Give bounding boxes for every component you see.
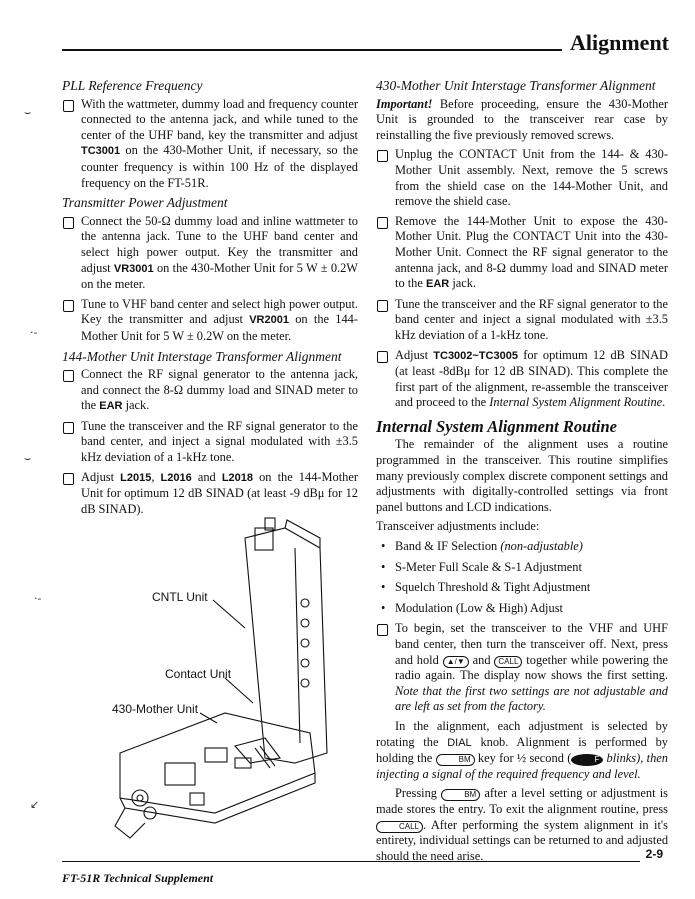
m144-step-2: Tune the transceiver and the RF signal generator to the band center, and inject a signal modulated with ±3.5 kHz deviation of a 1-kHz tone. xyxy=(62,419,358,466)
up-down-key-icon: ▲/▼ xyxy=(443,656,469,668)
checkbox-icon xyxy=(377,624,388,636)
bullet-icon: • xyxy=(381,539,386,554)
checkbox-icon xyxy=(377,150,388,162)
isa-step-begin: To begin, set the transceiver to the VHF and UHF band center, then turn the transceiver off. Next, press and hold ▲/▼ and CALL together while powering the radio again. The display now shows the first setting. Note that the first two settings are not adjustable and are left as set from the factory. xyxy=(376,621,668,715)
checkbox-icon xyxy=(377,351,388,363)
checkbox-icon xyxy=(63,300,74,312)
margin-mark: ⌣ xyxy=(24,106,32,119)
isa-select-paragraph: In the alignment, each adjustment is selected by rotating the DIAL knob. Alignment is performed by holding the BM key for ½ second ( F blinks), then injecting a signal of the required frequency and level. xyxy=(376,718,668,781)
pll-step: With the wattmeter, dummy load and frequency counter connected to the antenna jack, and while tuned to the center of the UHF band, key the transmitter and adjust TC3001 on the 430-Mother Unit, if necessary, so the counter frequency is within 100 Hz of the displayed frequency on the FT-51R. xyxy=(62,97,358,192)
header-rule xyxy=(62,49,562,51)
bullet-item: • Modulation (Low & High) Adjust xyxy=(381,600,563,615)
m144-heading: 144-Mother Unit Interstage Transformer Alignment xyxy=(62,348,342,364)
mother-board xyxy=(120,713,315,813)
bullet-icon: • xyxy=(381,600,386,615)
checkbox-icon xyxy=(63,473,74,485)
pll-heading: PLL Reference Frequency xyxy=(62,78,203,93)
footer-title: FT-51R Technical Supplement xyxy=(62,871,214,885)
bullet-item: • S-Meter Full Scale & S-1 Adjustment xyxy=(381,559,582,574)
bullet-icon: • xyxy=(381,580,386,595)
important-note: Important! Before proceeding, ensure the 430-Mother Unit is grounded to the transceiver rear case by reinstalling the five previously removed screws. xyxy=(376,96,668,142)
margin-mark: ↙ xyxy=(30,798,40,811)
cntl-unit-label: CNTL Unit xyxy=(152,590,208,604)
margin-mark: ·- xyxy=(34,592,42,605)
m144-step-3: Adjust L2015, L2016 and L2018 on the 144-Mother Unit for optimum 12 dB SINAD (at least -9 dBμ for 12 dB SINAD). xyxy=(62,470,358,518)
checkbox-icon xyxy=(63,100,74,112)
checkbox-icon xyxy=(63,422,74,434)
checkbox-icon xyxy=(377,217,388,229)
checkbox-icon xyxy=(377,300,388,312)
contact-unit-label: Contact Unit xyxy=(165,667,232,681)
isa-store-paragraph: Pressing BM after a level setting or adjustment is made stores the entry. To exit the alignment routine, press CALL . After performing the system alignment in it's entirety, individual settings can be returned to and adjusted should the need arise. xyxy=(376,786,669,863)
left-column xyxy=(62,78,358,521)
isa-adjustments-intro: Transceiver adjustments include: xyxy=(376,519,540,534)
margin-mark: ·- xyxy=(30,326,38,339)
bm-key-icon: BM xyxy=(436,754,475,766)
checkbox-icon xyxy=(63,370,74,382)
footer-rule xyxy=(62,861,640,862)
margin-mark: ⌣ xyxy=(24,452,32,465)
f-indicator-icon: F xyxy=(571,754,603,766)
isa-intro: The remainder of the alignment uses a routine programmed in the transceiver. This routine simplifies many previously complex discrete component settings and adjustments with digitally-controlled settings via front panel buttons and LCD indications. xyxy=(376,437,668,514)
tx-step-1: Connect the 50-Ω dummy load and inline wattmeter to the antenna jack. Tune to the UHF band center and select high power output. Key the transmitter and adjust VR3001 on the 430-Mother Unit for 5 W ± 0.2W on the meter. xyxy=(62,214,358,293)
m430-step-1: Unplug the CONTACT Unit from the 144- & 430-Mother Unit assembly. Next, remove the 5 screws from the shield case on the 144-Mother Unit, and remove the shield case. xyxy=(376,147,668,209)
m430-step-3: Tune the transceiver and the RF signal generator to the band center and inject a signal modulated with ±3.5 kHz deviation of a 1-kHz tone. xyxy=(376,297,668,344)
call-key-icon: CALL xyxy=(376,821,423,833)
tx-step-2: Tune to VHF band center and select high power output. Key the transmitter and adjust VR2001 on the 144-Mother Unit for 5 W ± 0.2W on the meter. xyxy=(62,297,358,345)
bm-key-icon: BM xyxy=(441,789,480,801)
bullet-item: • Squelch Threshold & Tight Adjustment xyxy=(381,580,591,595)
isa-heading: Internal System Alignment Routine xyxy=(376,416,617,436)
m430-step-2: Remove the 144-Mother Unit to expose the 430-Mother Unit. Plug the CONTACT Unit into the 430-Mother Unit. Connect the RF signal generator to the antenna jack, and 8-Ω dummy load and SINAD meter to the EAR jack. xyxy=(376,214,668,293)
tx-power-heading: Transmitter Power Adjustment xyxy=(62,195,228,211)
page-number: 2-9 xyxy=(645,847,663,861)
call-key-icon: CALL xyxy=(494,656,522,668)
bullet-icon: • xyxy=(381,559,386,574)
bullet-item: • Band & IF Selection (non-adjustable) xyxy=(381,539,583,554)
page-title: Alignment xyxy=(570,30,669,55)
right-column xyxy=(376,78,668,868)
m430-step-4: Adjust TC3002~TC3005 for optimum 12 dB SINAD (at least -8dBμ for 12 dB SINAD). This complete the first part of the alignment, re-assemble the transceiver and proceed to the Internal System Alignment Routine. xyxy=(376,348,668,411)
mother-unit-label: 430-Mother Unit xyxy=(112,702,199,716)
m144-step-1: Connect the RF signal generator to the antenna jack, and connect the 8-Ω dummy load and SINAD meter to the EAR jack. xyxy=(62,367,358,415)
checkbox-icon xyxy=(63,217,74,229)
m430-heading: 430-Mother Unit Interstage Transformer Alignment xyxy=(376,78,656,93)
